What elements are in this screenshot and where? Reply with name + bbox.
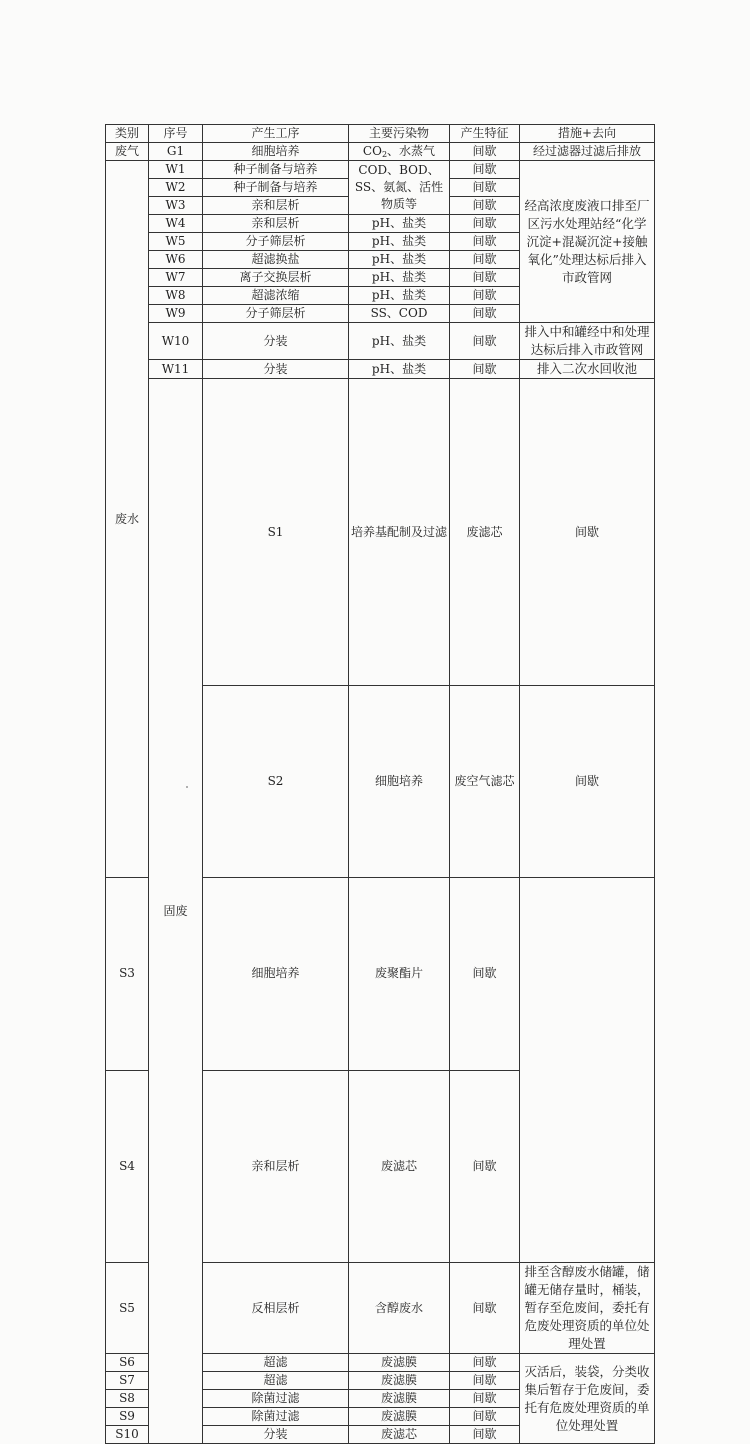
table-row (106, 360, 655, 379)
row-feature: 间歇 (520, 379, 655, 686)
row-feature: 间歇 (450, 287, 520, 305)
row-id: S4 (106, 1070, 149, 1262)
row-pollutant: pH、盐类 (349, 251, 450, 269)
row-pollutant: SS、COD (349, 305, 450, 323)
row-pollutant: 废滤芯 (450, 379, 520, 686)
header-process: 产生工序 (203, 125, 349, 143)
row-feature: 间歇 (450, 1408, 520, 1426)
row-process: 种子制备与培养 (203, 179, 349, 197)
row-feature: 间歇 (450, 233, 520, 251)
row-process: 亲和层析 (203, 1070, 349, 1262)
row-pollutant: 废滤膜 (349, 1408, 450, 1426)
row-feature: 间歇 (450, 878, 520, 1070)
row-process: 细胞培养 (349, 686, 450, 878)
row-feature: 间歇 (450, 305, 520, 323)
row-process: 分子筛层析 (203, 233, 349, 251)
water-measure-recycle: 排入二次水回收池 (520, 360, 655, 379)
scan-speck (186, 786, 188, 788)
header-measure: 措施+去向 (520, 125, 655, 143)
row-id: S2 (203, 686, 349, 878)
row-feature: 间歇 (520, 686, 655, 878)
row-id: S3 (106, 878, 149, 1070)
row-id: S7 (106, 1372, 149, 1390)
row-pollutant: 废滤膜 (349, 1372, 450, 1390)
row-process: 除菌过滤 (203, 1390, 349, 1408)
row-pollutant: pH、盐类 (349, 269, 450, 287)
row-process: 种子制备与培养 (203, 161, 349, 179)
category-solid: 固废 (149, 379, 203, 1444)
row-pollutant: pH、盐类 (349, 233, 450, 251)
row-id: W1 (149, 161, 203, 179)
row-process: 细胞培养 (203, 143, 349, 161)
row-id: W11 (149, 360, 203, 379)
row-pollutant: pH、盐类 (349, 360, 450, 379)
row-pollutant: pH、盐类 (349, 287, 450, 305)
water-measure-neutralize: 排入中和罐经中和处理达标后排入市政管网 (520, 323, 655, 360)
row-pollutant (349, 143, 450, 161)
row-id: W9 (149, 305, 203, 323)
row-pollutant: 废聚酯片 (349, 878, 450, 1070)
row-id: W3 (149, 197, 203, 215)
pollutant-rest: 、水蒸气 (387, 144, 436, 158)
pollutant-subscript: 2 (381, 150, 388, 159)
row-feature: 间歇 (450, 360, 520, 379)
row-feature: 间歇 (450, 269, 520, 287)
table-row (106, 161, 655, 179)
row-feature: 间歇 (450, 1263, 520, 1354)
water-merged-pollutant: COD、BOD、SS、氨氮、活性物质等 (349, 161, 450, 215)
row-process: 除菌过滤 (203, 1408, 349, 1426)
row-pollutant: 废滤芯 (349, 1426, 450, 1444)
row-feature: 间歇 (450, 197, 520, 215)
row-feature: 间歇 (450, 161, 520, 179)
pollutant-table (105, 124, 655, 1444)
solid-measure-membrane: 灭活后，装袋，分类收集后暂存于危废间，委托有危废处理资质的单位处理处置 (520, 1354, 655, 1444)
category-water: 废水 (106, 161, 149, 878)
row-pollutant: 废空气滤芯 (450, 686, 520, 878)
water-measure-treatment: 经高浓度废液口排至厂区污水处理站经“化学沉淀+混凝沉淀+接触氧化”处理达标后排入市政管网 (520, 161, 655, 323)
row-id: W6 (149, 251, 203, 269)
row-process: 分装 (203, 323, 349, 360)
header-pollutant: 主要污染物 (349, 125, 450, 143)
row-pollutant: pH、盐类 (349, 215, 450, 233)
row-feature: 间歇 (450, 143, 520, 161)
row-feature: 间歇 (450, 251, 520, 269)
row-feature: 间歇 (450, 323, 520, 360)
pollutant-formula: CO (362, 144, 382, 158)
row-feature: 间歇 (450, 1390, 520, 1408)
row-pollutant: 废滤膜 (349, 1390, 450, 1408)
header-feature: 产生特征 (450, 125, 520, 143)
row-process: 亲和层析 (203, 197, 349, 215)
row-process: 超滤 (203, 1372, 349, 1390)
row-process: 细胞培养 (203, 878, 349, 1070)
solid-measure-alcohol: 排至含醇废水储罐，储罐无储存量时，桶装，暂存至危废间，委托有危废处理资质的单位处理处置 (520, 1263, 655, 1354)
row-measure: 经过滤器过滤后排放 (520, 143, 655, 161)
row-id: W2 (149, 179, 203, 197)
row-process: 分装 (203, 360, 349, 379)
row-pollutant: 废滤膜 (349, 1354, 450, 1372)
row-feature: 间歇 (450, 215, 520, 233)
row-process: 离子交换层析 (203, 269, 349, 287)
table-row (106, 379, 655, 686)
row-id: S1 (203, 379, 349, 686)
header-category: 类别 (106, 125, 149, 143)
table-row (106, 323, 655, 360)
row-feature: 间歇 (450, 179, 520, 197)
row-feature: 间歇 (450, 1070, 520, 1262)
row-feature: 间歇 (450, 1426, 520, 1444)
row-process: 超滤 (203, 1354, 349, 1372)
row-id: W4 (149, 215, 203, 233)
row-feature: 间歇 (450, 1372, 520, 1390)
row-process: 超滤换盐 (203, 251, 349, 269)
row-process: 培养基配制及过滤 (349, 379, 450, 686)
category-gas: 废气 (106, 143, 149, 161)
row-process: 亲和层析 (203, 215, 349, 233)
row-id: S8 (106, 1390, 149, 1408)
header-id: 序号 (149, 125, 203, 143)
row-id: S5 (106, 1263, 149, 1354)
row-process: 分装 (203, 1426, 349, 1444)
table-header-row (106, 125, 655, 143)
row-id: W8 (149, 287, 203, 305)
row-process: 超滤浓缩 (203, 287, 349, 305)
row-id: G1 (149, 143, 203, 161)
row-process: 反相层析 (203, 1263, 349, 1354)
row-pollutant: pH、盐类 (349, 323, 450, 360)
row-id: S10 (106, 1426, 149, 1444)
row-pollutant: 废滤芯 (349, 1070, 450, 1262)
row-id: W7 (149, 269, 203, 287)
row-pollutant: 含醇废水 (349, 1263, 450, 1354)
row-feature: 间歇 (450, 1354, 520, 1372)
row-id: S9 (106, 1408, 149, 1426)
row-process: 分子筛层析 (203, 305, 349, 323)
row-id: W10 (149, 323, 203, 360)
row-id: W5 (149, 233, 203, 251)
table-row (106, 143, 655, 161)
row-id: S6 (106, 1354, 149, 1372)
